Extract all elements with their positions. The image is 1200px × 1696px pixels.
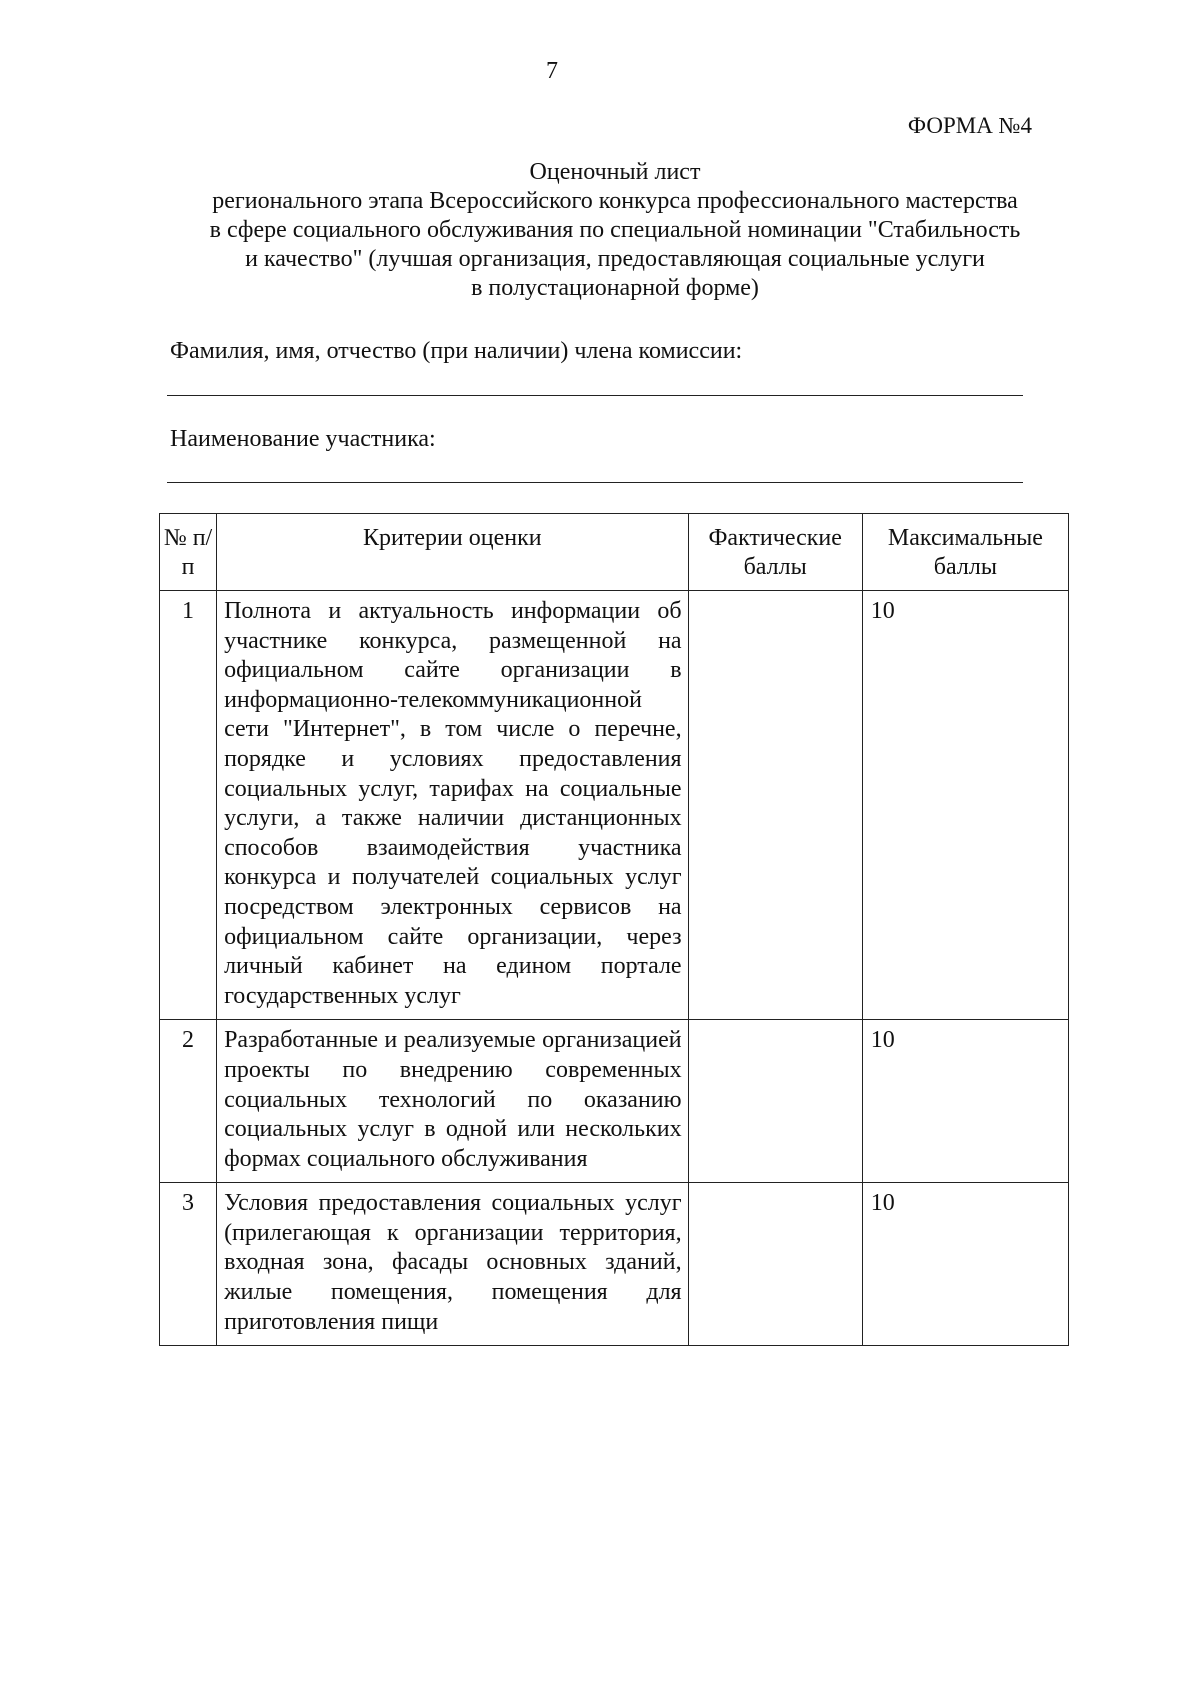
commission-member-line	[167, 395, 1023, 396]
row-criteria: Условия предоставления социальных услуг (прилегающая к организации территория, входная зона, фасады основных зданий, жилые помещения, помещения для приготовления пищи	[217, 1183, 689, 1346]
row-actual-score[interactable]	[688, 1183, 862, 1346]
row-num: 2	[160, 1020, 217, 1183]
title-line: и качество" (лучшая организация, предоставляющая социальные услуги	[245, 246, 985, 272]
header-actual-score: Фактические баллы	[688, 514, 862, 591]
table-row	[160, 591, 1069, 1020]
table-row	[160, 1183, 1069, 1346]
row-num: 3	[160, 1183, 217, 1346]
header-criteria: Критерии оценки	[217, 514, 689, 591]
header-num: № п/п	[160, 514, 217, 591]
form-label: ФОРМА №4	[907, 113, 1032, 138]
title-line: в полустационарной форме)	[471, 275, 759, 301]
row-criteria: Разработанные и реализуемые организацией проекты по внедрению современных социальных технологий по оказанию социальных услуг в одной или нескольких формах социального обслуживания	[217, 1020, 689, 1183]
commission-member-label: Фамилия, имя, отчество (при наличии) члена комиссии:	[170, 338, 743, 364]
header-max-score: Максимальные баллы	[862, 514, 1068, 591]
title-line: Оценочный лист	[529, 159, 701, 185]
table-row	[160, 1020, 1069, 1183]
document-title	[150, 158, 1080, 303]
row-max-score: 10	[862, 1183, 1068, 1346]
participant-name-line	[167, 482, 1023, 483]
row-max-score: 10	[862, 1020, 1068, 1183]
table-header-row	[160, 514, 1069, 591]
title-line: в сфере социального обслуживания по специальной номинации "Стабильность	[209, 217, 1021, 243]
row-max-score: 10	[862, 591, 1068, 1020]
row-actual-score[interactable]	[688, 591, 862, 1020]
criteria-table	[159, 513, 1069, 1346]
row-num: 1	[160, 591, 217, 1020]
title-line: регионального этапа Всероссийского конкурса профессионального мастерства	[212, 188, 1018, 214]
row-actual-score[interactable]	[688, 1020, 862, 1183]
page-number: 7	[546, 58, 558, 84]
participant-name-label: Наименование участника:	[170, 426, 436, 452]
row-criteria: Полнота и актуальность информации об участнике конкурса, размещенной на официальном сайте организации в информационно-телекоммуникационной сети "Интернет", в том числе о перечне, порядке и условиях предоставления социальных услуг, тарифах на социальные услуги, а также наличии дистанционных способов взаимодействия участника конкурса и получателей социальных услуг посредством электронных сервисов на официальном сайте организации, через личный кабинет на едином портале государственных услуг	[217, 591, 689, 1020]
